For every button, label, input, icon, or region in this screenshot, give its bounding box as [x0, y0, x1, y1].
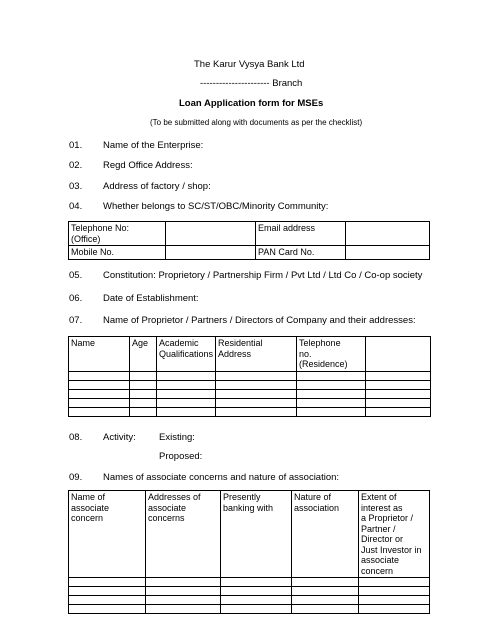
- email-label: Email address: [256, 222, 346, 246]
- form-subtitle: (To be submitted along with documents as per the checklist): [150, 118, 363, 127]
- c3-line2: banking with: [223, 502, 274, 513]
- item-01-number: 01.: [69, 140, 83, 151]
- item-04-label: Whether belongs to SC/ST/OBC/Minority Community:: [103, 201, 329, 212]
- pan-value-cell[interactable]: [346, 246, 430, 260]
- item-05-number: 05.: [69, 270, 83, 281]
- activity-existing-label: Existing:: [159, 432, 195, 443]
- tel-line1: Telephone: [299, 338, 341, 348]
- table-row: [69, 380, 431, 389]
- item-08-number: 08.: [69, 432, 83, 443]
- qual-line1: Academic: [159, 338, 199, 348]
- col-address-header: [216, 337, 297, 372]
- c5-line5: associate concern: [361, 555, 400, 576]
- c1-line1: Name of: [71, 492, 106, 502]
- item-07-number: 07.: [69, 315, 83, 326]
- telephone-value-cell[interactable]: [166, 222, 256, 246]
- tel-line2: no.: [299, 348, 312, 359]
- c2-line1: Addresses of: [148, 492, 201, 502]
- activity-proposed-label: Proposed:: [159, 451, 203, 462]
- c5-line4: Just Investor in: [361, 544, 422, 555]
- item-06-number: 06.: [69, 293, 83, 304]
- item-03-number: 03.: [69, 181, 83, 192]
- col-banking-header: [221, 491, 292, 578]
- item-02-number: 02.: [69, 160, 83, 171]
- col-associate-address-header: [146, 491, 221, 578]
- item-06-label: Date of Establishment:: [103, 293, 199, 304]
- table-row: [69, 371, 431, 380]
- c2-line2: associate: [148, 502, 187, 513]
- form-title: Loan Application form for MSEs: [179, 98, 324, 109]
- c3-line1: Presently: [223, 492, 261, 502]
- email-value-cell[interactable]: [346, 222, 430, 246]
- telephone-office-label: [69, 222, 166, 246]
- col-nature-header: [292, 491, 359, 578]
- col-interest-header: [359, 491, 430, 578]
- mobile-label: Mobile No.: [69, 246, 166, 260]
- item-04-number: 04.: [69, 201, 83, 212]
- col-name-header: Name: [69, 337, 130, 372]
- c5-line3: Partner / Director or: [361, 523, 404, 544]
- item-09-label: Names of associate concerns and nature of association:: [103, 472, 340, 483]
- telephone-label: Telephone No:: [71, 223, 130, 233]
- contact-table: [68, 221, 430, 260]
- c1-line2: associate concern: [71, 502, 110, 523]
- office-label: (Office): [71, 233, 101, 244]
- associate-table: [68, 490, 430, 614]
- col-associate-name-header: [69, 491, 146, 578]
- table-row: [69, 605, 430, 614]
- c5-line2: a Proprietor /: [361, 513, 414, 523]
- table-row: [69, 407, 431, 416]
- qual-line2: Qualifications: [159, 348, 214, 359]
- addr-line2: Address: [218, 348, 252, 359]
- table-row: [69, 587, 430, 596]
- item-02-label: Regd Office Address:: [103, 160, 193, 171]
- item-03-label: Address of factory / shop:: [103, 181, 211, 192]
- item-05-label: Constitution: Proprietory / Partnership Firm / Pvt Ltd / Ltd Co / Co-op society: [103, 270, 423, 281]
- c4-line1: Nature of: [294, 492, 332, 502]
- addr-line1: Residential: [218, 338, 263, 348]
- bank-name: The Karur Vysya Bank Ltd: [194, 59, 305, 70]
- branch-line: ---------------------- Branch: [200, 78, 303, 89]
- mobile-value-cell[interactable]: [166, 246, 256, 260]
- table-row: [69, 596, 430, 605]
- item-07-label: Name of Proprietor / Partners / Directors of Company and their addresses:: [103, 315, 416, 326]
- c2-line3: concerns: [148, 513, 185, 523]
- item-08-label: Activity:: [103, 432, 136, 443]
- pan-label: PAN Card No.: [256, 246, 346, 260]
- c5-line1: Extent of interest as: [361, 492, 403, 513]
- table-row: [69, 389, 431, 398]
- table-row: [69, 578, 430, 587]
- proprietor-table: [68, 336, 431, 417]
- col-qualifications-header: [157, 337, 216, 372]
- col-age-header: Age: [130, 337, 157, 372]
- item-01-label: Name of the Enterprise:: [103, 140, 204, 151]
- col-telephone-header: [297, 337, 366, 372]
- tel-line3: (Residence): [299, 359, 348, 369]
- table-row: [69, 398, 431, 407]
- item-09-number: 09.: [69, 472, 83, 483]
- col-extra-header: [366, 337, 431, 372]
- c4-line2: association: [294, 502, 340, 513]
